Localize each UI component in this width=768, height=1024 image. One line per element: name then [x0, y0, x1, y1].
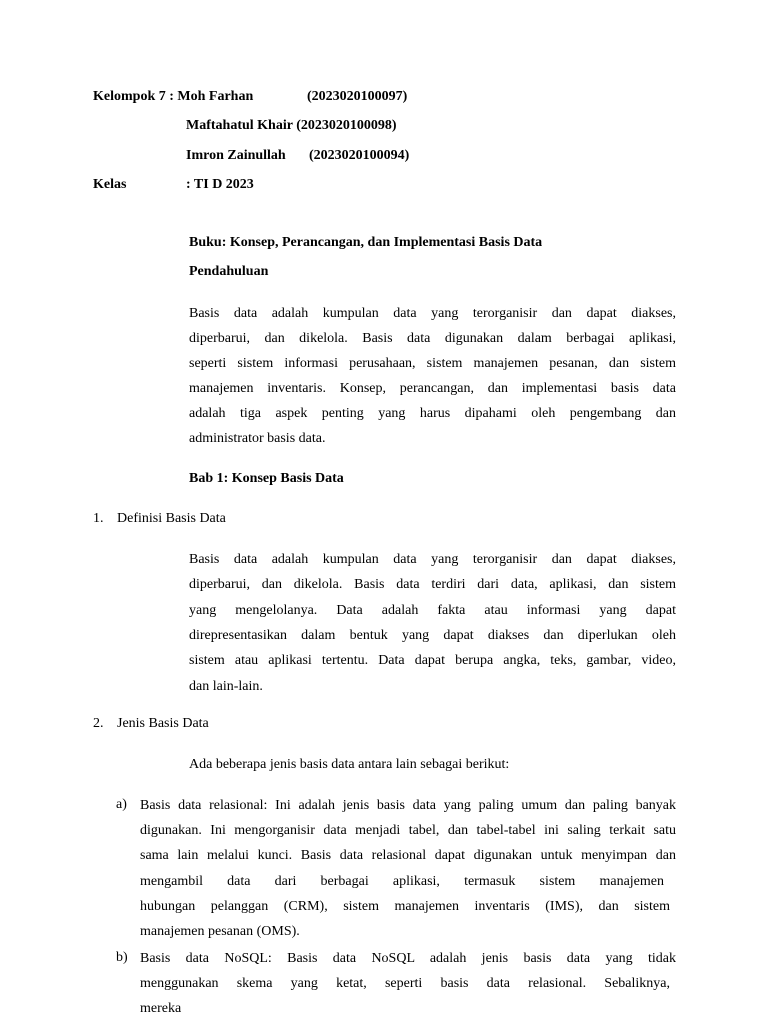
- intro-line: Basis data adalah kumpulan data yang terorganisir dan dapat diakses,: [189, 306, 676, 321]
- sub-a-line: mengambil data dari berbagai aplikasi, termasuk sistem manajemen: [140, 874, 664, 889]
- item1-line: yang mengelolanya. Data adalah fakta atau informasi yang dapat: [189, 603, 676, 618]
- intro-line: diperbarui, dan dikelola. Basis data digunakan dalam berbagai aplikasi,: [189, 331, 676, 346]
- member1-nim: (2023020100097): [307, 89, 408, 104]
- intro-line: administrator basis data.: [189, 431, 326, 446]
- kelompok-label: Kelompok 7 : Moh Farhan: [93, 89, 254, 104]
- chapter1-heading: Bab 1: Konsep Basis Data: [189, 471, 344, 486]
- member3-nim: (2023020100094): [309, 148, 410, 163]
- sub-a-line: hubungan pelanggan (CRM), sistem manajemen inventaris (IMS), dan sistem: [140, 899, 670, 914]
- item1-line: sistem atau aplikasi tertentu. Data dapat berupa angka, teks, gambar, video,: [189, 653, 676, 668]
- sub-b-line: Basis data NoSQL: Basis data NoSQL adalah jenis basis data yang tidak: [140, 951, 676, 966]
- intro-line: seperti sistem informasi perusahaan, sistem manajemen pesanan, dan sistem: [189, 356, 676, 371]
- item1-line: diperbarui, dan dikelola. Basis data terdiri dari data, aplikasi, dan sistem: [189, 577, 676, 592]
- sub-a-line: manajemen pesanan (OMS).: [140, 924, 300, 939]
- kelas-value: : TI D 2023: [186, 177, 254, 192]
- member3-name: Imron Zainullah: [186, 148, 286, 163]
- item1-line: dan lain-lain.: [189, 679, 263, 694]
- item1-line: Basis data adalah kumpulan data yang terorganisir dan dapat diakses,: [189, 552, 676, 567]
- intro-line: manajemen inventaris. Konsep, perancangan, dan implementasi basis data: [189, 381, 676, 396]
- item1-title: Definisi Basis Data: [117, 511, 226, 526]
- item2-title: Jenis Basis Data: [117, 716, 209, 731]
- member2-line: Maftahatul Khair (2023020100098): [186, 118, 397, 133]
- intro-line: adalah tiga aspek penting yang harus dipahami oleh pengembang dan: [189, 406, 676, 421]
- sub-a-line: Basis data relasional: Ini adalah jenis basis data yang paling umum dan paling banyak: [140, 798, 676, 813]
- book-title: Buku: Konsep, Perancangan, dan Implementasi Basis Data: [189, 235, 543, 250]
- sub-b-marker: b): [116, 950, 128, 965]
- list-number: 1.: [93, 511, 104, 526]
- kelas-label: Kelas: [93, 177, 127, 192]
- sub-b-line: mereka: [140, 1001, 182, 1016]
- sub-a-line: digunakan. Ini mengorganisir data menjadi tabel, dan tabel-tabel ini saling terkait satu: [140, 823, 676, 838]
- item2-intro: Ada beberapa jenis basis data antara lain sebagai berikut:: [189, 757, 510, 772]
- sub-a-marker: a): [116, 797, 127, 812]
- sub-b-line: menggunakan skema yang ketat, seperti basis data relasional. Sebaliknya,: [140, 976, 670, 991]
- item1-line: direpresentasikan dalam bentuk yang dapat diakses dan diperlukan oleh: [189, 628, 676, 643]
- list-number: 2.: [93, 716, 104, 731]
- sub-a-line: sama lain melalui kunci. Basis data relasional dapat digunakan untuk menyimpan dan: [140, 848, 676, 863]
- intro-heading: Pendahuluan: [189, 264, 269, 279]
